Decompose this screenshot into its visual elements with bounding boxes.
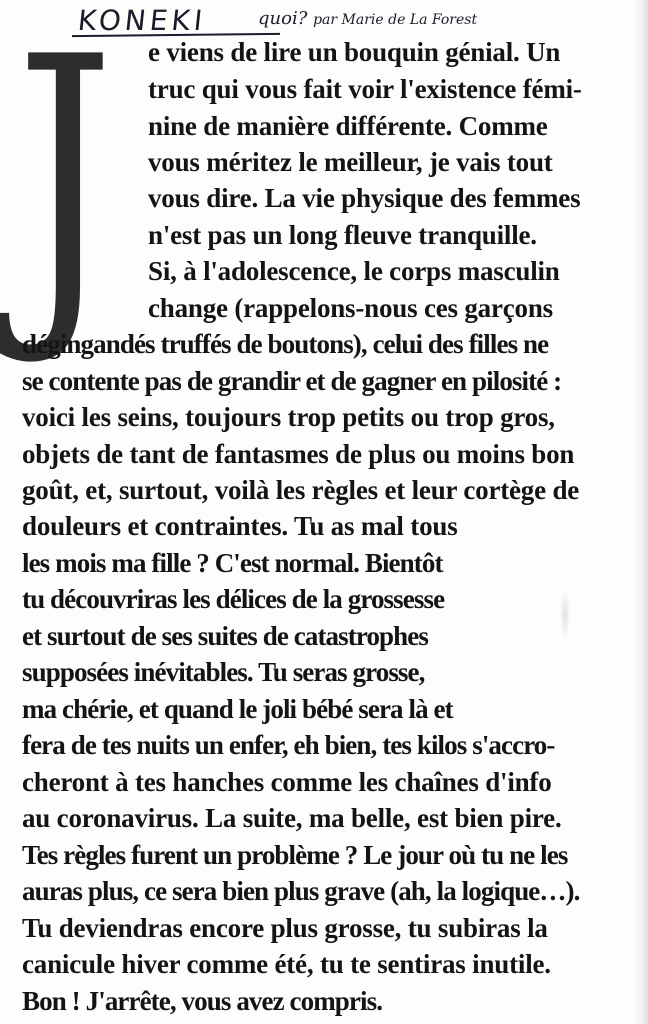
article-line: n'est pas un long fleuve tranquille.: [148, 220, 537, 250]
article-line: douleurs et contraintes. Tu as mal tous: [22, 511, 458, 541]
article-line: voici les seins, toujours trop petits ou trop gros,: [22, 402, 555, 432]
article-line: goût, et, surtout, voilà les règles et leur cortège de: [22, 475, 580, 505]
column-title: KONEKI: [76, 4, 208, 37]
article-line: vous dire. La vie physique des femmes: [148, 183, 581, 213]
article-line: fera de tes nuits un enfer, eh bien, tes kilos s'accro-: [22, 730, 555, 760]
article-line: tu découvriras les délices de la grossesse: [22, 584, 445, 614]
article-line: auras plus, ce sera bien plus grave (ah, la logique…).: [22, 876, 580, 906]
page-edge-shadow: [634, 0, 648, 1024]
article-line: Tu deviendras encore plus grosse, tu subiras la: [22, 913, 548, 943]
article-line: Tes règles furent un problème ? Le jour où tu ne les: [22, 840, 568, 870]
drop-cap-letter: J: [16, 0, 114, 371]
article-line: au coronavirus. La suite, ma belle, est bien pire.: [22, 803, 562, 833]
article-line: nine de manière différente. Comme: [148, 111, 548, 141]
article-line: les mois ma fille ? C'est normal. Bientôt: [22, 548, 443, 578]
article-line: supposées inévitables. Tu seras grosse,: [22, 657, 425, 687]
article-line: Bon ! J'arrête, vous avez compris.: [22, 986, 383, 1016]
article-line: cheront à tes hanches comme les chaînes d'info: [22, 767, 552, 797]
scan-smudge: [560, 590, 570, 640]
article-line: vous méritez le meilleur, je vais tout: [148, 147, 553, 177]
article-line: se contente pas de grandir et de gagner en pilosité :: [22, 366, 562, 396]
article-line: ma chérie, et quand le joli bébé sera là et: [22, 694, 453, 724]
article-line: truc qui vous fait voir l'existence fémi-: [148, 74, 582, 104]
article-line: objets de tant de fantasmes de plus ou moins bon: [22, 439, 575, 469]
column-subtitle: [258, 8, 477, 29]
article-line: canicule hiver comme été, tu te sentiras inutile.: [22, 949, 551, 979]
quoi-label: quoi?: [258, 8, 308, 29]
article-line: dégingandés truffés de boutons), celui des filles ne: [22, 329, 549, 359]
article-line: e viens de lire un bouquin génial. Un: [148, 37, 561, 67]
byline: par Marie de La Forest: [313, 12, 478, 28]
article-line: change (rappelons-nous ces garçons: [148, 293, 553, 323]
article-line: Si, à l'adolescence, le corps masculin: [148, 256, 560, 286]
article-line: et surtout de ses suites de catastrophes: [22, 621, 428, 651]
